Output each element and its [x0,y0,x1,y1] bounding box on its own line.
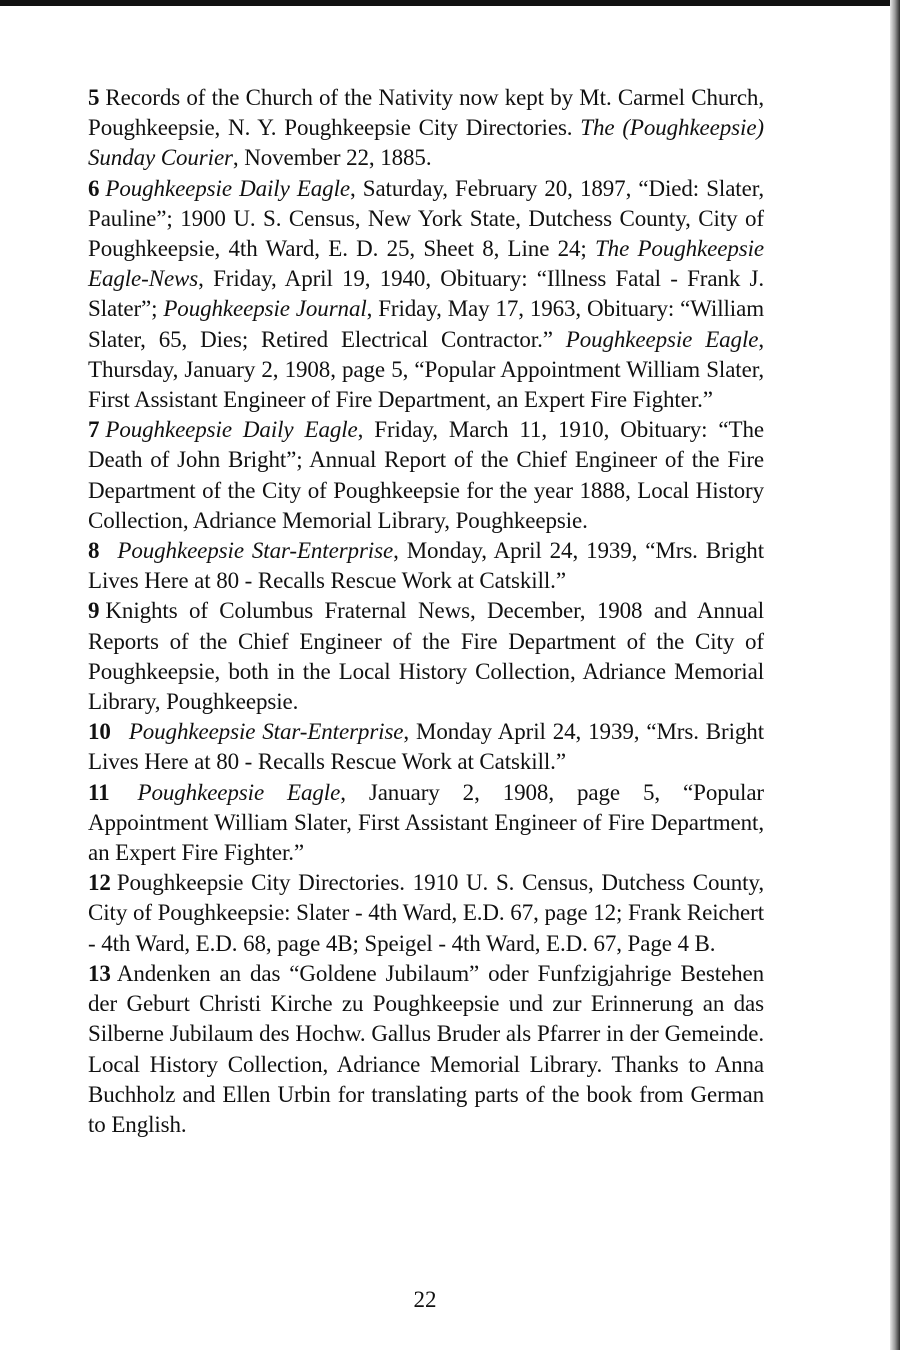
endnote-number: 12 [88,870,111,896]
citation-text: Records of the Church of the Nativity now kept by Mt. Carmel Church, Poughkeepsie, N. Y. Poughkeepsie City Directories. [88,85,764,141]
citation-text: , January 2, 1908, page 5, “Popular Appointment William Slater, First Assistant Engineer of Fire Department, an Expert Fire Fighter.” [88,779,764,866]
citation-text: Andenken an das “Goldene Jubilaum” oder Funfzigjahrige Bestehen der Geburt Christi Kirche zu Poughkeepsie und zur Erinnerung an das Silberne Jubilaum des Hochw. Gallus Bruder als Pfarrer in der Gemeinde. Local History Collection, Adriance Memorial Library. Thanks to Anna Buchholz and Ellen Urbin for translating parts of the book from German to English. [88,960,764,1137]
endnote-number: 9 [88,598,100,624]
citation-title: Poughkeepsie Eagle [565,326,759,352]
citation-text: , Saturday, February 20, 1897, “Died: Slater, Pauline”; 1900 U. S. Census, New York State, Dutchess County, City of Poughkeepsie, 4th Ward, E. D. 25, Sheet 8, Line 24; [88,175,764,262]
endnote-7 [88,415,764,536]
citation-title: Poughkeepsie Journal [163,296,367,322]
endnote-number: 8 [88,538,100,564]
citation-text: , Monday April 24, 1939, “Mrs. Bright Lives Here at 80 - Recalls Rescue Work at Catskill.” [88,719,764,775]
citation-title: The (Poughkeepsie) Sunday Courier [88,115,764,171]
citation-text: Poughkeepsie City Directories. 1910 U. S. Census, Dutchess County, City of Poughkeepsie: Slater - 4th Ward, E.D. 67, page 12; Frank Reichert - 4th Ward, E.D. 68, page 4B; Speigel - 4th Ward, E.D. 67, Page 4 B. [88,870,764,956]
endnote-10 [88,717,764,777]
citation-title: Poughkeepsie Daily Eagle [105,175,350,201]
citation-title: Poughkeepsie Star-Enterprise [128,719,404,745]
page-number: 22 [413,1287,437,1312]
citation-text: , Thursday, January 2, 1908, page 5, “Popular Appointment William Slater, First Assistant Engineer of Fire Department, an Expert Fire Fighter.” [88,326,764,413]
endnote-number: 13 [88,960,111,986]
endnote-number: 7 [88,417,100,443]
endnote-6 [88,174,764,416]
endnotes-section [88,83,764,1140]
citation-text: , Friday, March 11, 1910, Obituary: “The Death of John Bright”; Annual Report of the Chief Engineer of the Fire Department of the City of Poughkeepsie for the year 1888, Local History Collection, Adriance Memorial Library, Poughkeepsie. [88,417,765,533]
endnote-number: 6 [88,175,100,201]
page-top-border [0,0,900,6]
citation-title: Poughkeepsie Star-Enterprise [117,538,394,564]
endnote-number: 5 [88,85,100,110]
citation-text: , Friday, May 17, 1963, Obituary: “William Slater, 65, Dies; Retired Electrical Contractor.” [88,296,764,352]
page-right-edge [890,0,900,1350]
citation-title: Poughkeepsie Daily Eagle [105,417,358,443]
citation-title: The Poughkeepsie Eagle-News [88,236,764,292]
endnote-11 [88,778,764,869]
endnote-number: 11 [88,779,110,805]
citation-text: Knights of Columbus Fraternal News, December, 1908 and Annual Reports of the Chief Engineer of the Fire Department of the City of Poughkeepsie, both in the Local History Collection, Adriance Memorial Library, Poughkeepsie. [88,598,764,715]
endnote-9 [88,596,764,717]
endnote-5 [88,83,764,174]
endnote-8 [88,536,764,596]
endnote-number: 10 [88,719,111,745]
citation-title: Poughkeepsie Eagle [137,779,341,805]
citation-text: , Monday, April 24, 1939, “Mrs. Bright Lives Here at 80 - Recalls Rescue Work at Catskill.” [88,538,764,594]
endnote-12 [88,868,764,959]
endnote-13 [88,959,764,1140]
citation-text: , November 22, 1885. [232,145,432,171]
citation-text: , Friday, April 19, 1940, Obituary: “Illness Fatal - Frank J. Slater”; [88,266,764,322]
